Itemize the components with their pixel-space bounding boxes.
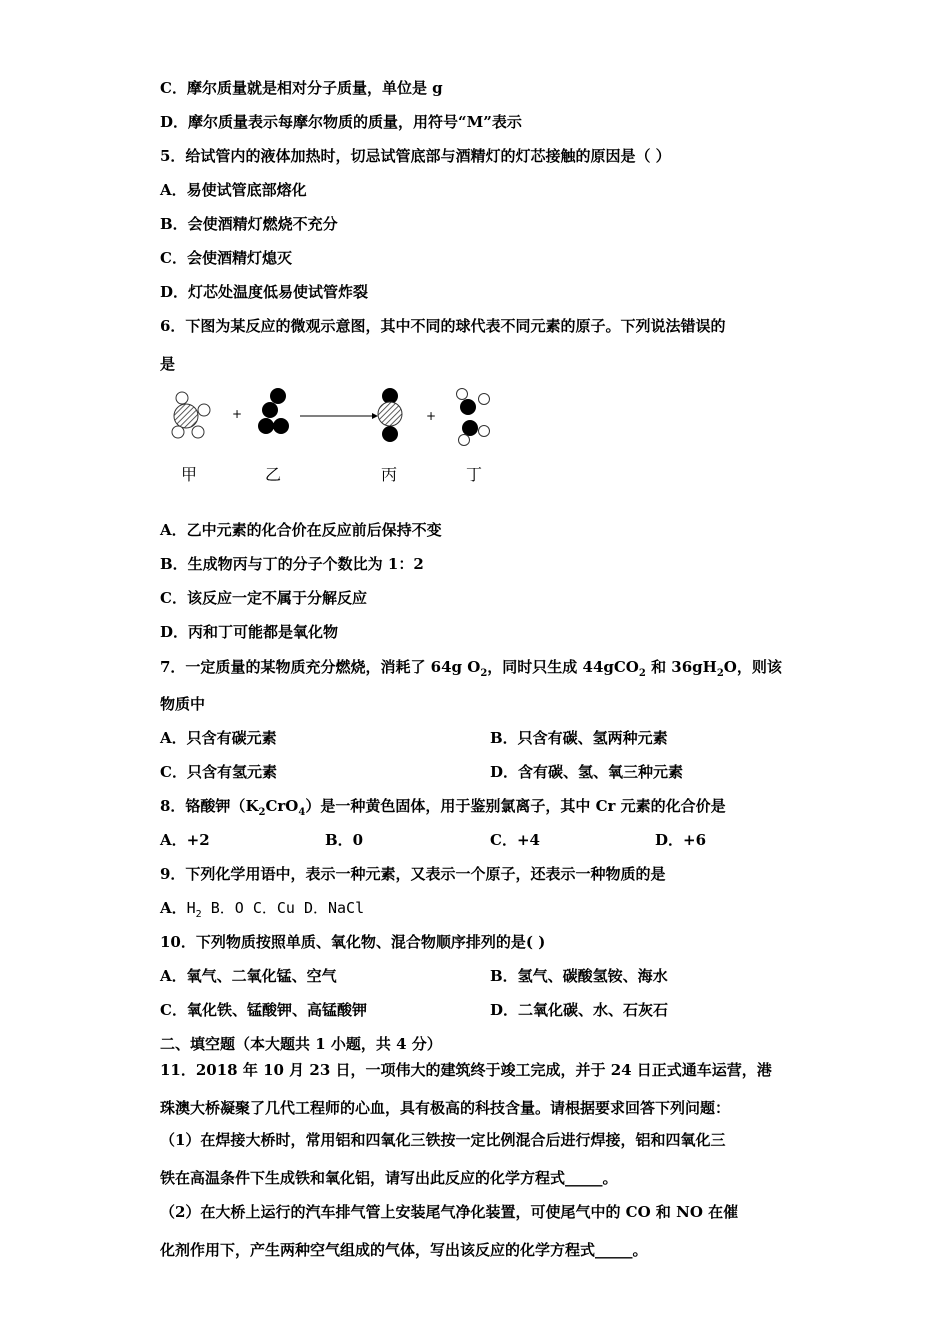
q7-option-d: D．含有碳、氢、氧三种元素 [490,763,684,781]
question-11-part2-line1: （2）在大桥上运行的汽车排气管上安装尾气净化装置，可使尾气中的 CO 和 NO 在催 [160,1203,739,1221]
question-9: 9．下列化学用语中，表示一种元素，又表示一个原子，还表示一种物质的是 [160,865,666,883]
line-q4-option-c: C．摩尔质量就是相对分子质量，单位是 g [160,79,443,97]
label-ding: 丁 [466,465,483,484]
section-2-heading: 二、填空题（本大题共 1 小题，共 4 分） [160,1035,442,1053]
q6-option-a: A．乙中元素的化合价在反应前后保持不变 [160,521,442,539]
q7-option-b: B．只含有碳、氢两种元素 [490,729,668,747]
question-7-line1: 7．一定质量的某物质充分燃烧，消耗了 64g $O_2$，同时只生成 44gCO$_2$ 和 $36gH_2O$，则该 [160,658,782,679]
q10-option-d: D．二氧化碳、水、石灰石 [490,1001,669,1019]
question-11-line1: 11．2018 年 10 月 23 日，一项伟大的建筑终于竣工完成，并于 24 日正式通车运营，港 [160,1061,772,1079]
q6-option-b: B．生成物丙与丁的分子个数比为 1：2 [160,555,424,573]
q10-option-a: A．氧气、二氧化锰、空气 [160,967,337,985]
molecule-ding-top [457,389,490,416]
q10-option-b: B．氢气、碳酸氢铵、海水 [490,967,668,985]
q6-option-d: D．丙和丁可能都是氧化物 [160,623,339,641]
plus-sign-2: + [426,409,437,423]
molecule-jia [172,392,210,438]
q5-option-b: B．会使酒精灯燃烧不充分 [160,215,338,233]
label-yi: 乙 [265,465,282,484]
q5-option-a: A．易使试管底部熔化 [160,181,307,199]
question-11-part2-line2: 化剂作用下，产生两种空气组成的气体，写出该反应的化学方程式_____。 [160,1241,648,1259]
question-10: 10．下列物质按照单质、氧化物、混合物顺序排列的是( ) [160,933,546,951]
molecule-yi [258,388,289,434]
question-7-line2: 物质中 [160,695,206,713]
q8-option-a: A．+2 [160,831,210,849]
question-11-line2: 珠澳大桥凝聚了几代工程师的心血，具有极高的科技含量。请根据要求回答下列问题： [160,1099,731,1117]
q9-options: A．$H_2$ B．O C．Cu D．NaCl [160,899,365,920]
q7-option-a: A．只含有碳元素 [160,729,277,747]
q10-option-c: C．氧化铁、锰酸钾、高锰酸钾 [160,1001,367,1019]
q5-option-d: D．灯芯处温度低易使试管炸裂 [160,283,369,301]
question-5: 5．给试管内的液体加热时，切忌试管底部与酒精灯的灯芯接触的原因是（ ） [160,147,671,165]
molecule-ding-bottom [459,420,490,446]
q8-option-b: B．0 [325,831,364,849]
q6-option-c: C．该反应一定不属于分解反应 [160,589,367,607]
reaction-arrow-head [372,413,378,419]
label-jia: 甲 [181,465,198,484]
question-8: 8．铬酸钾$(K_2CrO_4)$是一种黄色固体，用于鉴别氯离子，其中 Cr 元素的化合价是 [160,797,726,818]
q7-option-c: C．只含有氢元素 [160,763,277,781]
line-q4-option-d: D．摩尔质量表示每摩尔物质的质量，用符号“M”表示 [160,113,522,131]
q8-option-c: C．+4 [490,831,540,849]
question-11-part1-line1: （1）在焊接大桥时，常用铝和四氧化三铁按一定比例混合后进行焊接，铝和四氧化三 [160,1131,726,1149]
molecule-bing [378,388,402,442]
question-6-line1: 6．下图为某反应的微观示意图，其中不同的球代表不同元素的原子。下列说法错误的 [160,317,726,335]
question-11-part1-line2: 铁在高温条件下生成铁和氧化铝，请写出此反应的化学方程式_____。 [160,1169,618,1187]
label-bing: 丙 [381,465,398,484]
question-6-line2: 是 [160,355,176,373]
q8-option-d: D．+6 [655,831,707,849]
plus-sign-1: + [232,407,243,421]
q5-option-c: C．会使酒精灯熄灭 [160,249,292,267]
